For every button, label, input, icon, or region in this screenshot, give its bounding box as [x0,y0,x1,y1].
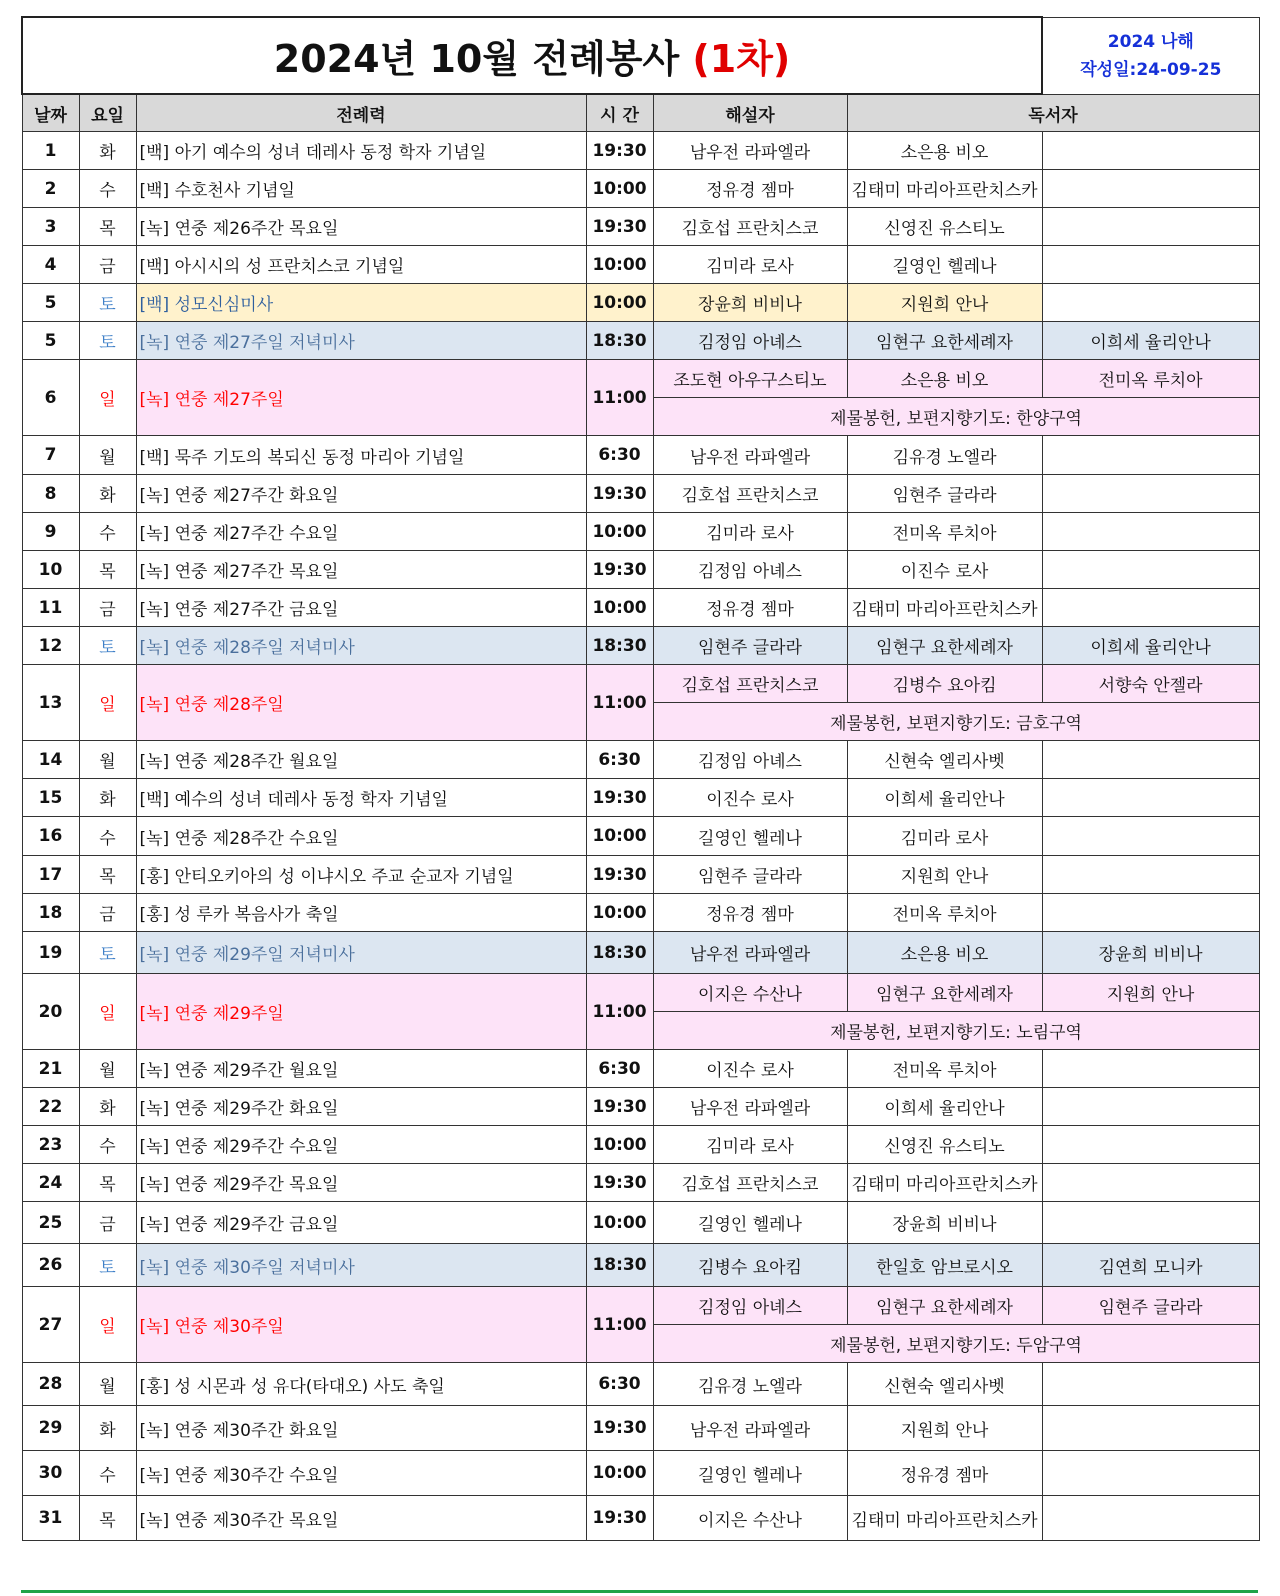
weekday-cell: 목 [79,1164,136,1202]
offering-cell: 제물봉헌, 보편지향기도: 두암구역 [653,1325,1259,1363]
weekday-cell: 일 [79,974,136,1050]
liturgy-cell: [녹] 연중 제30주간 수요일 [136,1451,586,1496]
liturgy-cell: [녹] 연중 제29주일 [136,974,586,1050]
liturgy-cell: [녹] 연중 제29주일 저녁미사 [136,932,586,974]
reader2-cell [1042,1202,1259,1244]
reader2-cell [1042,1088,1259,1126]
reader1-cell: 김태미 마리아프란치스카 [847,1496,1042,1541]
time-cell: 11:00 [586,360,653,436]
time-cell: 18:30 [586,322,653,360]
schedule-row [22,246,1259,284]
reader2-cell: 전미옥 루치아 [1042,360,1259,398]
day-cell: 25 [22,1202,79,1244]
reader2-cell [1042,475,1259,513]
day-cell: 20 [22,974,79,1050]
day-cell: 5 [22,284,79,322]
time-cell: 18:30 [586,932,653,974]
schedule-row [22,1451,1259,1496]
liturgy-cell: [녹] 연중 제27주일 저녁미사 [136,322,586,360]
commentator-cell: 조도현 아우구스티노 [653,360,847,398]
schedule-row [22,436,1259,475]
time-cell: 19:30 [586,1088,653,1126]
reader1-cell: 정유경 젬마 [847,1451,1042,1496]
time-cell: 10:00 [586,817,653,856]
commentator-cell: 김호섭 프란치스코 [653,665,847,703]
col-header-weekday: 요일 [79,94,136,132]
footer-divider [21,1590,1258,1593]
commentator-cell: 임현주 글라라 [653,856,847,894]
commentator-cell: 김유경 노엘라 [653,1363,847,1406]
weekday-cell: 화 [79,779,136,817]
commentator-cell: 이지은 수산나 [653,1496,847,1541]
liturgy-cell: [녹] 연중 제28주간 월요일 [136,741,586,779]
day-cell: 9 [22,513,79,551]
liturgy-cell: [백] 예수의 성녀 데레사 동정 학자 기념일 [136,779,586,817]
reader1-cell: 길영인 헬레나 [847,246,1042,284]
reader2-cell: 장윤희 비비나 [1042,932,1259,974]
schedule-row [22,1496,1259,1541]
reader1-cell: 소은용 비오 [847,932,1042,974]
time-cell: 6:30 [586,1363,653,1406]
reader1-cell: 신영진 유스티노 [847,1126,1042,1164]
schedule-row [22,1126,1259,1164]
schedule-row [22,475,1259,513]
weekday-cell: 월 [79,1363,136,1406]
liturgy-cell: [녹] 연중 제28주일 저녁미사 [136,627,586,665]
weekday-cell: 월 [79,1050,136,1088]
time-cell: 10:00 [586,894,653,932]
weekday-cell: 일 [79,665,136,741]
reader1-cell: 김태미 마리아프란치스카 [847,170,1042,208]
day-cell: 21 [22,1050,79,1088]
liturgy-cell: [녹] 연중 제29주간 금요일 [136,1202,586,1244]
day-cell: 28 [22,1363,79,1406]
commentator-cell: 김미라 로사 [653,1126,847,1164]
liturgy-cell: [녹] 연중 제27주일 [136,360,586,436]
liturgy-cell: [녹] 연중 제29주간 화요일 [136,1088,586,1126]
time-cell: 10:00 [586,513,653,551]
reader1-cell: 임현구 요한세례자 [847,974,1042,1012]
commentator-cell: 남우전 라파엘라 [653,932,847,974]
liturgy-cell: [홍] 성 루카 복음사가 축일 [136,894,586,932]
day-cell: 30 [22,1451,79,1496]
reader1-cell: 이희세 율리안나 [847,1088,1042,1126]
reader2-cell [1042,856,1259,894]
commentator-cell: 김정임 아녜스 [653,1287,847,1325]
day-cell: 13 [22,665,79,741]
time-cell: 11:00 [586,1287,653,1363]
parish-year: 2024 나해 [1107,31,1194,52]
weekday-cell: 금 [79,894,136,932]
reader1-cell: 전미옥 루치아 [847,1050,1042,1088]
weekday-cell: 토 [79,627,136,665]
day-cell: 8 [22,475,79,513]
schedule-row [22,779,1259,817]
day-cell: 14 [22,741,79,779]
liturgy-cell: [녹] 연중 제29주간 월요일 [136,1050,586,1088]
reader1-cell: 임현구 요한세례자 [847,1287,1042,1325]
reader1-cell: 임현구 요한세례자 [847,322,1042,360]
day-cell: 16 [22,817,79,856]
schedule-row [22,1406,1259,1451]
time-cell: 10:00 [586,284,653,322]
reader2-cell [1042,246,1259,284]
commentator-cell: 김정임 아녜스 [653,551,847,589]
weekday-cell: 목 [79,551,136,589]
schedule-row [22,932,1259,974]
day-cell: 31 [22,1496,79,1541]
reader1-cell: 김미라 로사 [847,817,1042,856]
reader1-cell: 지원희 안나 [847,1406,1042,1451]
day-cell: 11 [22,589,79,627]
time-cell: 10:00 [586,1202,653,1244]
reader2-cell [1042,551,1259,589]
liturgy-cell: [녹] 연중 제27주간 목요일 [136,551,586,589]
reader1-cell: 한일호 암브로시오 [847,1244,1042,1287]
liturgy-cell: [백] 성모신심미사 [136,284,586,322]
col-header-liturgy: 전례력 [136,94,586,132]
liturgy-cell: [녹] 연중 제30주일 [136,1287,586,1363]
day-cell: 7 [22,436,79,475]
reader1-cell: 장윤희 비비나 [847,1202,1042,1244]
schedule-row [22,551,1259,589]
weekday-cell: 금 [79,246,136,284]
liturgy-cell: [백] 아기 예수의 성녀 데레사 동정 학자 기념일 [136,132,586,170]
weekday-cell: 목 [79,1496,136,1541]
liturgy-cell: [홍] 안티오키아의 성 이냐시오 주교 순교자 기념일 [136,856,586,894]
weekday-cell: 화 [79,475,136,513]
reader2-cell [1042,1451,1259,1496]
reader1-cell: 이진수 로사 [847,551,1042,589]
weekday-cell: 토 [79,284,136,322]
weekday-cell: 금 [79,589,136,627]
weekday-cell: 일 [79,360,136,436]
schedule-row [22,627,1259,665]
commentator-cell: 남우전 라파엘라 [653,1088,847,1126]
weekday-cell: 금 [79,1202,136,1244]
col-header-commentator: 해설자 [653,94,847,132]
reader2-cell [1042,741,1259,779]
time-cell: 11:00 [586,974,653,1050]
schedule-row [22,208,1259,246]
time-cell: 19:30 [586,1164,653,1202]
time-cell: 19:30 [586,779,653,817]
time-cell: 10:00 [586,589,653,627]
reader2-cell [1042,1496,1259,1541]
time-cell: 19:30 [586,856,653,894]
schedule-row [22,322,1259,360]
liturgy-cell: [녹] 연중 제26주간 목요일 [136,208,586,246]
schedule-table [21,16,1260,1541]
commentator-cell: 김호섭 프란치스코 [653,475,847,513]
reader1-cell: 이희세 율리안나 [847,779,1042,817]
reader2-cell: 임현주 글라라 [1042,1287,1259,1325]
commentator-cell: 길영인 헬레나 [653,817,847,856]
time-cell: 19:30 [586,475,653,513]
reader1-cell: 신현숙 엘리사벳 [847,1363,1042,1406]
title-suffix: (1차) [692,37,791,81]
reader2-cell [1042,284,1259,322]
weekday-cell: 월 [79,741,136,779]
title-row [22,17,1259,94]
day-cell: 22 [22,1088,79,1126]
weekday-cell: 수 [79,1451,136,1496]
day-cell: 1 [22,132,79,170]
header-row [22,94,1259,132]
schedule-row [22,1363,1259,1406]
reader1-cell: 김유경 노엘라 [847,436,1042,475]
time-cell: 19:30 [586,1406,653,1451]
weekday-cell: 월 [79,436,136,475]
commentator-cell: 이진수 로사 [653,1050,847,1088]
schedule-row [22,1088,1259,1126]
commentator-cell: 장윤희 비비나 [653,284,847,322]
time-cell: 10:00 [586,170,653,208]
weekday-cell: 수 [79,513,136,551]
reader2-cell: 지원희 안나 [1042,974,1259,1012]
reader2-cell [1042,1363,1259,1406]
reader1-cell: 김태미 마리아프란치스카 [847,589,1042,627]
reader2-cell [1042,779,1259,817]
commentator-cell: 이지은 수산나 [653,974,847,1012]
day-cell: 2 [22,170,79,208]
meta-cell [1042,17,1259,94]
reader1-cell: 소은용 비오 [847,360,1042,398]
liturgy-cell: [녹] 연중 제30주간 목요일 [136,1496,586,1541]
commentator-cell: 남우전 라파엘라 [653,1406,847,1451]
schedule-row [22,284,1259,322]
reader1-cell: 소은용 비오 [847,132,1042,170]
weekday-cell: 수 [79,817,136,856]
commentator-cell: 남우전 라파엘라 [653,132,847,170]
schedule-row [22,665,1259,703]
weekday-cell: 토 [79,322,136,360]
schedule-row [22,856,1259,894]
reader1-cell: 신현숙 엘리사벳 [847,741,1042,779]
time-cell: 10:00 [586,1451,653,1496]
weekday-cell: 화 [79,132,136,170]
reader2-cell [1042,208,1259,246]
schedule-row [22,170,1259,208]
day-cell: 10 [22,551,79,589]
schedule-row [22,894,1259,932]
commentator-cell: 이진수 로사 [653,779,847,817]
col-header-day: 날짜 [22,94,79,132]
liturgy-cell: [백] 묵주 기도의 복되신 동정 마리아 기념일 [136,436,586,475]
liturgy-cell: [녹] 연중 제28주간 수요일 [136,817,586,856]
weekday-cell: 토 [79,932,136,974]
commentator-cell: 김정임 아녜스 [653,322,847,360]
reader2-cell: 이희세 율리안나 [1042,627,1259,665]
reader2-cell [1042,513,1259,551]
liturgy-cell: [녹] 연중 제29주간 수요일 [136,1126,586,1164]
weekday-cell: 일 [79,1287,136,1363]
time-cell: 19:30 [586,1496,653,1541]
commentator-cell: 길영인 헬레나 [653,1202,847,1244]
day-cell: 26 [22,1244,79,1287]
time-cell: 6:30 [586,1050,653,1088]
reader1-cell: 김병수 요아킴 [847,665,1042,703]
reader2-cell [1042,436,1259,475]
schedule-row [22,974,1259,1012]
weekday-cell: 수 [79,170,136,208]
day-cell: 6 [22,360,79,436]
day-cell: 24 [22,1164,79,1202]
reader1-cell: 지원희 안나 [847,856,1042,894]
offering-cell: 제물봉헌, 보편지향기도: 한양구역 [653,398,1259,436]
schedule-row [22,1202,1259,1244]
liturgy-cell: [백] 수호천사 기념일 [136,170,586,208]
time-cell: 6:30 [586,741,653,779]
schedule-row [22,817,1259,856]
reader2-cell [1042,132,1259,170]
day-cell: 17 [22,856,79,894]
time-cell: 19:30 [586,132,653,170]
liturgy-cell: [백] 아시시의 성 프란치스코 기념일 [136,246,586,284]
col-header-time: 시 간 [586,94,653,132]
weekday-cell: 토 [79,1244,136,1287]
reader2-cell [1042,1406,1259,1451]
reader2-cell [1042,1164,1259,1202]
reader2-cell: 이희세 율리안나 [1042,322,1259,360]
weekday-cell: 목 [79,208,136,246]
reader1-cell: 김태미 마리아프란치스카 [847,1164,1042,1202]
time-cell: 10:00 [586,1126,653,1164]
reader2-cell [1042,817,1259,856]
liturgy-cell: [녹] 연중 제30주일 저녁미사 [136,1244,586,1287]
day-cell: 23 [22,1126,79,1164]
liturgy-cell: [녹] 연중 제30주간 화요일 [136,1406,586,1451]
commentator-cell: 김정임 아녜스 [653,741,847,779]
time-cell: 19:30 [586,208,653,246]
reader1-cell: 임현주 글라라 [847,475,1042,513]
schedule-row [22,1050,1259,1088]
schedule-row [22,132,1259,170]
written-date: 작성일:24-09-25 [1080,59,1222,80]
commentator-cell: 정유경 젬마 [653,170,847,208]
col-header-readers: 독서자 [847,94,1259,132]
reader2-cell [1042,170,1259,208]
reader2-cell [1042,1050,1259,1088]
liturgy-cell: [녹] 연중 제27주간 금요일 [136,589,586,627]
commentator-cell: 남우전 라파엘라 [653,436,847,475]
weekday-cell: 화 [79,1088,136,1126]
commentator-cell: 김호섭 프란치스코 [653,208,847,246]
day-cell: 18 [22,894,79,932]
schedule-row [22,1164,1259,1202]
commentator-cell: 김미라 로사 [653,246,847,284]
time-cell: 19:30 [586,551,653,589]
commentator-cell: 김병수 요아킴 [653,1244,847,1287]
day-cell: 27 [22,1287,79,1363]
time-cell: 18:30 [586,627,653,665]
reader2-cell: 김연희 모니카 [1042,1244,1259,1287]
page-title [22,17,1042,94]
time-cell: 11:00 [586,665,653,741]
day-cell: 5 [22,322,79,360]
day-cell: 3 [22,208,79,246]
liturgy-cell: [녹] 연중 제29주간 목요일 [136,1164,586,1202]
commentator-cell: 정유경 젬마 [653,894,847,932]
commentator-cell: 김미라 로사 [653,513,847,551]
reader1-cell: 신영진 유스티노 [847,208,1042,246]
schedule-row [22,741,1259,779]
time-cell: 10:00 [586,246,653,284]
reader1-cell: 임현구 요한세례자 [847,627,1042,665]
schedule-row [22,1244,1259,1287]
day-cell: 19 [22,932,79,974]
reader2-cell [1042,1126,1259,1164]
day-cell: 15 [22,779,79,817]
reader1-cell: 전미옥 루치아 [847,894,1042,932]
reader2-cell [1042,589,1259,627]
weekday-cell: 화 [79,1406,136,1451]
day-cell: 4 [22,246,79,284]
title-text: 2024년 10월 전례봉사 [273,37,680,81]
reader1-cell: 지원희 안나 [847,284,1042,322]
liturgy-cell: [홍] 성 시몬과 성 유다(타대오) 사도 축일 [136,1363,586,1406]
liturgy-cell: [녹] 연중 제27주간 수요일 [136,513,586,551]
schedule-row [22,360,1259,398]
reader1-cell: 전미옥 루치아 [847,513,1042,551]
time-cell: 18:30 [586,1244,653,1287]
offering-cell: 제물봉헌, 보편지향기도: 금호구역 [653,703,1259,741]
schedule-row [22,1287,1259,1325]
day-cell: 12 [22,627,79,665]
day-cell: 29 [22,1406,79,1451]
liturgy-cell: [녹] 연중 제28주일 [136,665,586,741]
offering-cell: 제물봉헌, 보편지향기도: 노림구역 [653,1012,1259,1050]
reader2-cell [1042,894,1259,932]
commentator-cell: 정유경 젬마 [653,589,847,627]
commentator-cell: 김호섭 프란치스코 [653,1164,847,1202]
time-cell: 6:30 [586,436,653,475]
reader2-cell: 서향숙 안젤라 [1042,665,1259,703]
liturgy-cell: [녹] 연중 제27주간 화요일 [136,475,586,513]
schedule-row [22,589,1259,627]
schedule-row [22,513,1259,551]
weekday-cell: 수 [79,1126,136,1164]
weekday-cell: 목 [79,856,136,894]
commentator-cell: 길영인 헬레나 [653,1451,847,1496]
commentator-cell: 임현주 글라라 [653,627,847,665]
